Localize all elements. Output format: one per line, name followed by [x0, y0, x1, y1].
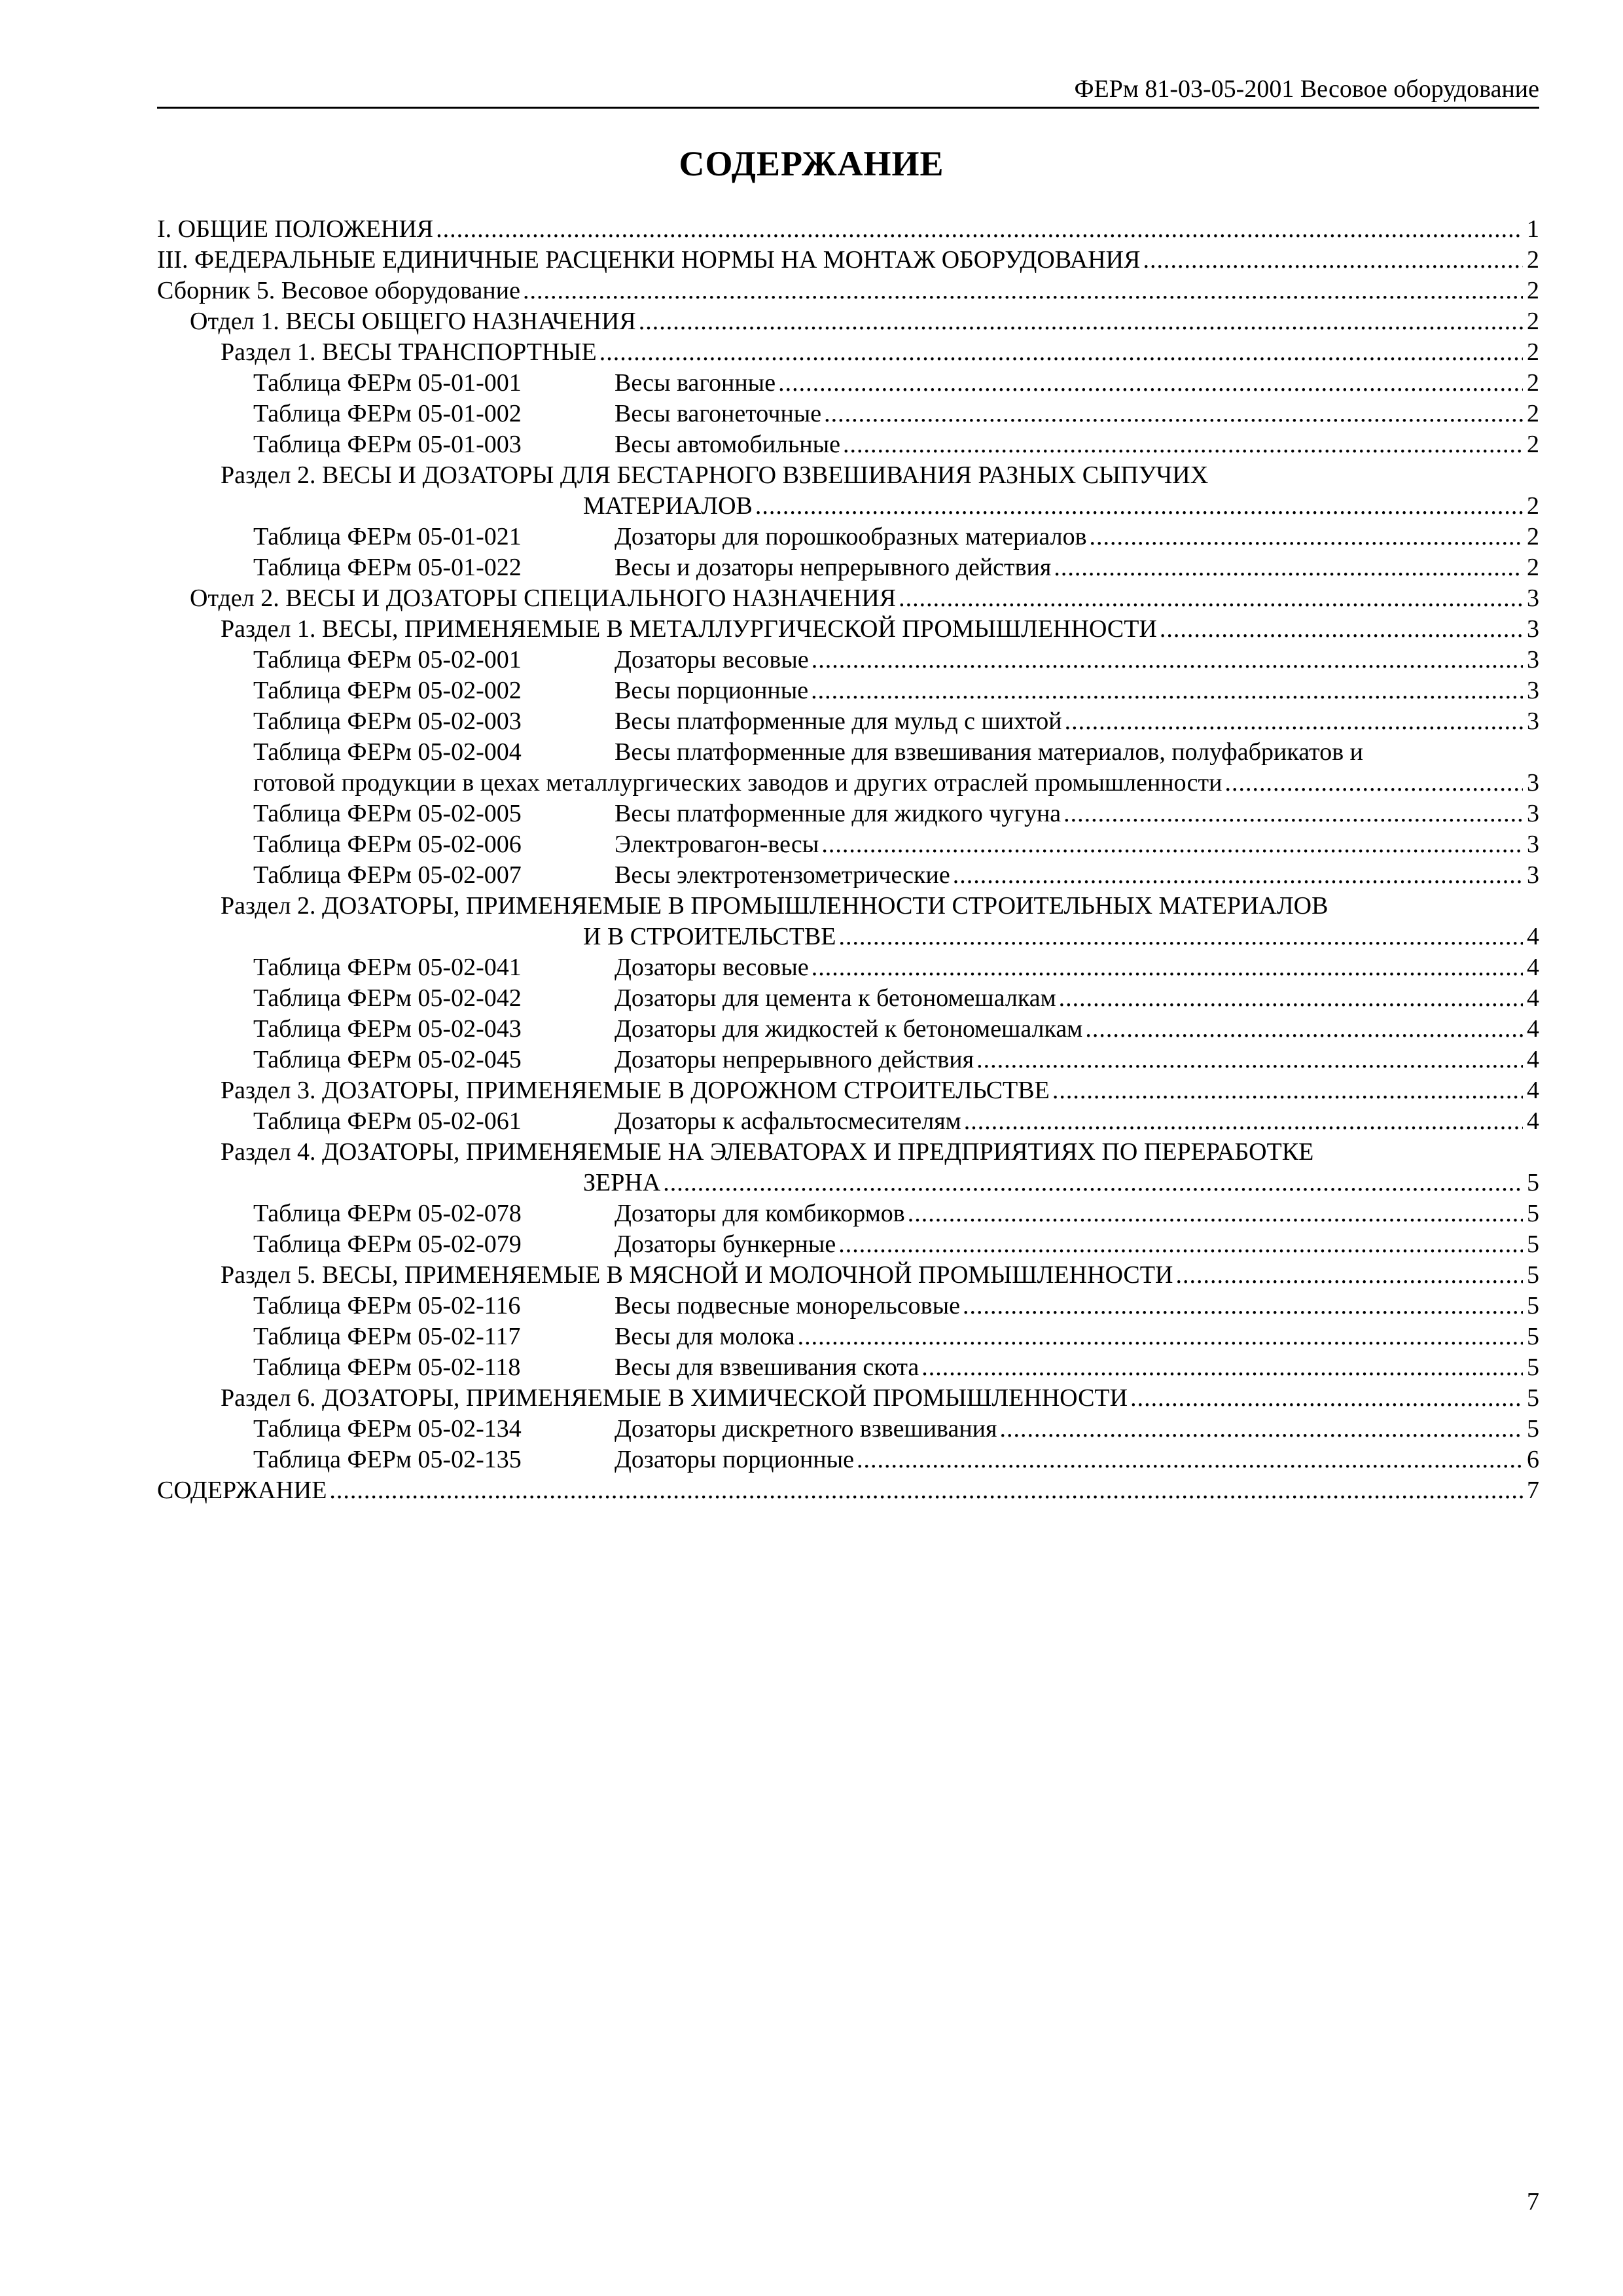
toc-dot-leader	[329, 1475, 1523, 1506]
toc-entry-page: 2	[1527, 369, 1539, 397]
toc-entry[interactable]	[157, 399, 1539, 429]
toc-entry-page: 3	[1527, 646, 1539, 673]
toc-entry[interactable]	[157, 552, 1539, 583]
toc-entry-page: 4	[1527, 1015, 1539, 1043]
toc-dot-leader	[953, 860, 1523, 891]
toc-entry[interactable]	[157, 460, 1539, 491]
toc-dot-leader	[857, 1444, 1523, 1475]
toc-entry-title: III. ФЕДЕРАЛЬНЫЕ ЕДИНИЧНЫЕ РАСЦЕНКИ НОРМЫ НА МОНТАЖ ОБОРУДОВАНИЯ	[157, 246, 1141, 274]
toc-entry-page: 7	[1527, 1477, 1539, 1504]
toc-entry-title: Электровагон-весы	[615, 831, 819, 858]
toc-entry[interactable]	[157, 1229, 1539, 1260]
toc-entry-title: Весы платформенные для мульд с шихтой	[615, 708, 1062, 735]
toc-entry[interactable]	[157, 1383, 1539, 1414]
toc-entry-code: Таблица ФЕРм 05-02-005	[253, 800, 522, 827]
toc-entry-code: Таблица ФЕРм 05-01-002	[253, 400, 522, 427]
toc-dot-leader	[1000, 1414, 1524, 1444]
toc-entry[interactable]	[157, 1414, 1539, 1444]
toc-entry-title: Весы и дозаторы непрерывного действия	[615, 554, 1052, 581]
toc-entry-page: 1	[1527, 215, 1539, 243]
toc-entry[interactable]	[157, 1045, 1539, 1075]
toc-dot-leader	[798, 1321, 1523, 1352]
toc-entry-title: Дозаторы дискретного взвешивания	[615, 1415, 997, 1443]
toc-entry[interactable]	[157, 1106, 1539, 1137]
toc-entry-code: Таблица ФЕРм 05-02-116	[253, 1292, 521, 1319]
toc-entry-page: 3	[1527, 831, 1539, 858]
toc-entry[interactable]	[157, 675, 1539, 706]
toc-entry[interactable]	[157, 891, 1539, 922]
toc-entry[interactable]	[157, 860, 1539, 891]
toc-entry-title: Весы порционные	[615, 677, 809, 704]
running-header-text: ФЕРм 81-03-05-2001 Весовое оборудование	[1074, 75, 1539, 103]
toc-entry-code: Таблица ФЕРм 05-02-117	[253, 1323, 521, 1350]
toc-entry[interactable]	[157, 614, 1539, 645]
toc-dot-leader	[1175, 1260, 1523, 1291]
toc-dot-leader	[1143, 245, 1523, 276]
toc-entry-title: Весы платформенные для жидкого чугуна	[615, 800, 1061, 827]
toc-entry-page: 2	[1527, 492, 1539, 520]
toc-dot-leader	[1054, 552, 1523, 583]
toc-entry-code: Таблица ФЕРм 05-02-045	[253, 1046, 522, 1073]
toc-entry[interactable]	[157, 1321, 1539, 1352]
toc-entry-code: Таблица ФЕРм 05-01-003	[253, 431, 522, 458]
toc-dot-leader	[1085, 1014, 1523, 1045]
toc-dot-leader	[1063, 798, 1523, 829]
toc-entry-page: 3	[1527, 800, 1539, 827]
toc-entry-page: 2	[1527, 523, 1539, 550]
toc-entry-page: 2	[1527, 400, 1539, 427]
toc-entry-page: 6	[1527, 1446, 1539, 1473]
toc-entry-code: Таблица ФЕРм 05-02-118	[253, 1354, 521, 1381]
toc-entry-title: Дозаторы для комбикормов	[615, 1200, 905, 1227]
toc-entry-title: Дозаторы для жидкостей к бетономешалкам	[615, 1015, 1083, 1043]
toc-entry-code: Таблица ФЕРм 05-02-135	[253, 1446, 522, 1473]
toc-entry-page: 3	[1527, 615, 1539, 643]
toc-entry-title: Раздел 5. ВЕСЫ, ПРИМЕНЯЕМЫЕ В МЯСНОЙ И МОЛОЧНОЙ ПРОМЫШЛЕННОСТИ	[221, 1261, 1173, 1289]
toc-entry-title: Отдел 1. ВЕСЫ ОБЩЕГО НАЗНАЧЕНИЯ	[190, 308, 636, 335]
toc-dot-leader	[843, 429, 1523, 460]
toc-entry-title: Весы вагонеточные	[615, 400, 822, 427]
toc-entry-page: 4	[1527, 1107, 1539, 1135]
toc-entry-title: Раздел 2. ДОЗАТОРЫ, ПРИМЕНЯЕМЫЕ В ПРОМЫШЛЕННОСТИ СТРОИТЕЛЬНЫХ МАТЕРИАЛОВ	[221, 892, 1329, 920]
toc-entry-title: Весы автомобильные	[615, 431, 841, 458]
toc-entry-page: 5	[1527, 1169, 1539, 1196]
toc-dot-leader	[812, 952, 1523, 983]
toc-dot-leader	[824, 399, 1523, 429]
toc-entry-page: 5	[1527, 1323, 1539, 1350]
toc-entry-continuation[interactable]	[157, 1168, 1539, 1198]
toc-entry-page: 3	[1527, 584, 1539, 612]
toc-entry[interactable]	[157, 1014, 1539, 1045]
toc-entry-page: 5	[1527, 1292, 1539, 1319]
header-rule	[157, 107, 1539, 109]
toc-entry-title-continued: ЗЕРНА	[583, 1169, 661, 1196]
toc-entry-continuation[interactable]	[157, 922, 1539, 952]
toc-dot-leader	[755, 491, 1523, 522]
toc-entry-title: Дозаторы весовые	[615, 954, 809, 981]
toc-entry-page: 2	[1527, 431, 1539, 458]
toc-entry-title: Весы вагонные	[615, 369, 776, 397]
toc-entry-title: Раздел 6. ДОЗАТОРЫ, ПРИМЕНЯЕМЫЕ В ХИМИЧЕСКОЙ ПРОМЫШЛЕННОСТИ	[221, 1384, 1128, 1412]
page-number: 7	[1527, 2188, 1539, 2215]
toc-entry[interactable]	[157, 1352, 1539, 1383]
toc-entry-title-continued: готовой продукции в цехах металлургических заводов и других отраслей промышленности	[253, 769, 1222, 797]
toc-dot-leader	[778, 368, 1523, 399]
toc-entry[interactable]	[157, 983, 1539, 1014]
toc-entry-page: 2	[1527, 277, 1539, 304]
toc-entry-title: Весы электротензометрические	[615, 861, 950, 889]
toc-entry-page: 2	[1527, 338, 1539, 366]
toc-entry[interactable]	[157, 1444, 1539, 1475]
toc-entry-title: Дозаторы весовые	[615, 646, 809, 673]
toc-entry-page: 4	[1527, 1046, 1539, 1073]
toc-entry-page: 5	[1527, 1354, 1539, 1381]
toc-dot-leader	[839, 922, 1523, 952]
table-of-contents	[157, 214, 1539, 1506]
toc-dot-leader	[821, 829, 1523, 860]
toc-dot-leader	[976, 1045, 1523, 1075]
toc-entry[interactable]	[157, 368, 1539, 399]
toc-entry[interactable]	[157, 1075, 1539, 1106]
toc-entry-title: Раздел 4. ДОЗАТОРЫ, ПРИМЕНЯЕМЫЕ НА ЭЛЕВАТОРАХ И ПРЕДПРИЯТИЯХ ПО ПЕРЕРАБОТКЕ	[221, 1138, 1314, 1166]
toc-entry[interactable]	[157, 214, 1539, 245]
toc-entry-title: I. ОБЩИЕ ПОЛОЖЕНИЯ	[157, 215, 434, 243]
toc-entry-code: Таблица ФЕРм 05-02-134	[253, 1415, 522, 1443]
toc-dot-leader	[899, 583, 1523, 614]
toc-entry[interactable]	[157, 798, 1539, 829]
toc-dot-leader	[921, 1352, 1523, 1383]
toc-entry-title: СОДЕРЖАНИЕ	[157, 1477, 327, 1504]
toc-entry-page: 5	[1527, 1415, 1539, 1443]
toc-entry-title: Раздел 1. ВЕСЫ ТРАНСПОРТНЫЕ	[221, 338, 597, 366]
toc-entry-code: Таблица ФЕРм 05-02-002	[253, 677, 522, 704]
toc-entry[interactable]	[157, 429, 1539, 460]
toc-entry[interactable]	[157, 306, 1539, 337]
toc-dot-leader	[811, 675, 1523, 706]
toc-entry[interactable]	[157, 245, 1539, 276]
toc-entry-page: 4	[1527, 1077, 1539, 1104]
toc-entry-page: 2	[1527, 554, 1539, 581]
toc-dot-leader	[1160, 614, 1523, 645]
toc-entry-title: Раздел 3. ДОЗАТОРЫ, ПРИМЕНЯЕМЫЕ В ДОРОЖНОМ СТРОИТЕЛЬСТВЕ	[221, 1077, 1050, 1104]
toc-entry-title: Дозаторы бункерные	[615, 1230, 836, 1258]
toc-entry[interactable]	[157, 583, 1539, 614]
toc-dot-leader	[1059, 983, 1523, 1014]
toc-entry-code: Таблица ФЕРм 05-02-003	[253, 708, 522, 735]
toc-dot-leader	[639, 306, 1523, 337]
toc-entry[interactable]	[157, 522, 1539, 552]
toc-entry-page: 4	[1527, 984, 1539, 1012]
toc-entry-code: Таблица ФЕРм 05-01-021	[253, 523, 522, 550]
toc-dot-leader	[838, 1229, 1523, 1260]
toc-entry-title: Дозаторы для цемента к бетономешалкам	[615, 984, 1056, 1012]
toc-entry-title: Дозаторы непрерывного действия	[615, 1046, 974, 1073]
toc-entry-page: 5	[1527, 1230, 1539, 1258]
toc-entry[interactable]	[157, 276, 1539, 306]
toc-entry[interactable]	[157, 337, 1539, 368]
page-title: СОДЕРЖАНИЕ	[679, 144, 944, 183]
toc-entry-code: Таблица ФЕРм 05-01-022	[253, 554, 522, 581]
toc-entry-page: 2	[1527, 308, 1539, 335]
toc-entry-page: 4	[1527, 923, 1539, 950]
toc-entry[interactable]	[157, 1260, 1539, 1291]
toc-entry-title: Весы подвесные монорельсовые	[615, 1292, 961, 1319]
toc-entry-code: Таблица ФЕРм 05-02-041	[253, 954, 522, 981]
toc-entry[interactable]	[157, 1475, 1539, 1506]
toc-entry-page: 5	[1527, 1384, 1539, 1412]
toc-entry[interactable]	[157, 737, 1539, 768]
toc-entry-page: 5	[1527, 1200, 1539, 1227]
toc-dot-leader	[1224, 768, 1523, 798]
toc-entry[interactable]	[157, 829, 1539, 860]
toc-entry-title: Раздел 1. ВЕСЫ, ПРИМЕНЯЕМЫЕ В МЕТАЛЛУРГИЧЕСКОЙ ПРОМЫШЛЕННОСТИ	[221, 615, 1157, 643]
toc-entry[interactable]	[157, 1291, 1539, 1321]
toc-entry-title: Сборник 5. Весовое оборудование	[157, 277, 520, 304]
toc-entry-code: Таблица ФЕРм 05-02-004	[253, 738, 522, 766]
toc-entry[interactable]	[157, 645, 1539, 675]
toc-entry-code: Таблица ФЕРм 05-02-061	[253, 1107, 522, 1135]
toc-dot-leader	[436, 214, 1523, 245]
toc-entry-page: 3	[1527, 769, 1539, 797]
toc-dot-leader	[1065, 706, 1523, 737]
toc-dot-leader	[964, 1106, 1523, 1137]
toc-dot-leader	[523, 276, 1523, 306]
toc-entry-page: 2	[1527, 246, 1539, 274]
toc-entry-continuation[interactable]	[157, 768, 1539, 798]
toc-entry-title-continued: И В СТРОИТЕЛЬСТВЕ	[583, 923, 836, 950]
toc-entry-page: 5	[1527, 1261, 1539, 1289]
toc-entry-page: 4	[1527, 954, 1539, 981]
toc-entry-page: 3	[1527, 861, 1539, 889]
toc-entry[interactable]	[157, 952, 1539, 983]
toc-entry-code: Таблица ФЕРм 05-02-001	[253, 646, 522, 673]
toc-entry-title: Раздел 2. ВЕСЫ И ДОЗАТОРЫ ДЛЯ БЕСТАРНОГО ВЗВЕШИВАНИЯ РАЗНЫХ СЫПУЧИХ	[221, 461, 1209, 489]
toc-entry-title: Дозаторы к асфальтосмесителям	[615, 1107, 961, 1135]
toc-entry-title: Дозаторы порционные	[615, 1446, 855, 1473]
toc-entry-code: Таблица ФЕРм 05-01-001	[253, 369, 522, 397]
toc-dot-leader	[663, 1168, 1523, 1198]
toc-entry-title-continued: МАТЕРИАЛОВ	[583, 492, 753, 520]
toc-entry-code: Таблица ФЕРм 05-02-006	[253, 831, 522, 858]
toc-entry-title: Весы платформенные для взвешивания материалов, полуфабрикатов и	[615, 738, 1363, 766]
toc-entry-title: Весы для взвешивания скота	[615, 1354, 919, 1381]
toc-entry-title: Отдел 2. ВЕСЫ И ДОЗАТОРЫ СПЕЦИАЛЬНОГО НАЗНАЧЕНИЯ	[190, 584, 897, 612]
toc-entry-code: Таблица ФЕРм 05-02-078	[253, 1200, 522, 1227]
toc-entry-continuation[interactable]	[157, 491, 1539, 522]
toc-dot-leader	[812, 645, 1523, 675]
toc-dot-leader	[963, 1291, 1523, 1321]
toc-dot-leader	[1130, 1383, 1523, 1414]
toc-dot-leader	[1090, 522, 1523, 552]
toc-entry-page: 3	[1527, 708, 1539, 735]
toc-entry-page: 3	[1527, 677, 1539, 704]
toc-entry[interactable]	[157, 1137, 1539, 1168]
toc-entry-title: Дозаторы для порошкообразных материалов	[615, 523, 1087, 550]
toc-entry-code: Таблица ФЕРм 05-02-079	[253, 1230, 522, 1258]
toc-dot-leader	[1052, 1075, 1523, 1106]
toc-entry[interactable]	[157, 706, 1539, 737]
toc-dot-leader	[599, 337, 1523, 368]
toc-entry-code: Таблица ФЕРм 05-02-042	[253, 984, 522, 1012]
toc-entry-title: Весы для молока	[615, 1323, 795, 1350]
toc-dot-leader	[908, 1198, 1523, 1229]
toc-entry[interactable]	[157, 1198, 1539, 1229]
toc-entry-code: Таблица ФЕРм 05-02-043	[253, 1015, 522, 1043]
toc-entry-code: Таблица ФЕРм 05-02-007	[253, 861, 522, 889]
